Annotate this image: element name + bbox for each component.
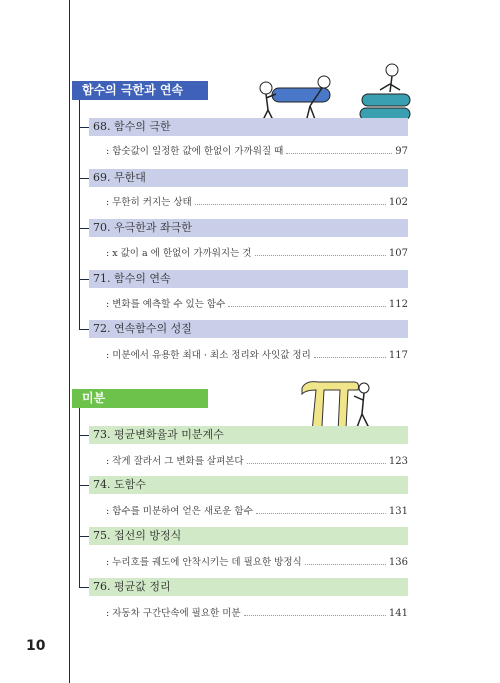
entry-page: 112 bbox=[388, 299, 408, 310]
section-title-differentiation: 미분 bbox=[72, 389, 208, 408]
entry-desc: : 작게 잘라서 그 변화를 살펴본다 bbox=[106, 456, 244, 467]
chapter-75: 75. 접선의 방정식 bbox=[89, 527, 408, 545]
leader-dots bbox=[228, 306, 386, 307]
chapter-69: 69. 무한대 bbox=[89, 169, 408, 187]
leader-dots bbox=[255, 255, 386, 256]
entry-desc: : 자동차 구간단속에 필요한 미분 bbox=[106, 608, 241, 619]
toc-entry-73[interactable] bbox=[106, 453, 408, 467]
tree-trunk-limits bbox=[79, 100, 80, 330]
entry-page: 123 bbox=[388, 456, 408, 467]
leader-dots bbox=[314, 357, 386, 358]
tree-branch bbox=[79, 127, 89, 128]
section-title-limits: 함수의 극한과 연속 bbox=[72, 81, 208, 100]
tree-branch bbox=[79, 279, 89, 280]
tree-branch bbox=[79, 178, 89, 179]
entry-desc: : 미분에서 유용한 최대 · 최소 정리와 사잇값 정리 bbox=[106, 350, 311, 361]
leader-dots bbox=[305, 564, 386, 565]
toc-entry-74[interactable] bbox=[106, 503, 408, 517]
entry-page: 131 bbox=[388, 506, 408, 517]
entry-page: 107 bbox=[388, 248, 408, 259]
entry-page: 117 bbox=[388, 350, 408, 361]
leader-dots bbox=[286, 153, 392, 154]
tree-branch bbox=[79, 228, 89, 229]
leader-dots bbox=[256, 513, 386, 514]
entry-desc: : 변화를 예측할 수 있는 함수 bbox=[106, 299, 226, 310]
tree-branch bbox=[79, 435, 89, 436]
leader-dots bbox=[195, 204, 386, 205]
toc-entry-70[interactable] bbox=[106, 245, 408, 259]
toc-entry-76[interactable] bbox=[106, 605, 408, 619]
toc-entry-68[interactable] bbox=[106, 143, 408, 157]
chapter-73: 73. 평균변화율과 미분계수 bbox=[89, 426, 408, 444]
toc-entry-72[interactable] bbox=[106, 347, 408, 361]
chapter-76: 76. 평균값 정리 bbox=[89, 578, 408, 596]
entry-page: 141 bbox=[388, 608, 408, 619]
tree-branch bbox=[79, 536, 89, 537]
entry-desc: : 무한히 커지는 상태 bbox=[106, 197, 192, 208]
chapter-70: 70. 우극한과 좌극한 bbox=[89, 219, 408, 237]
chapter-74: 74. 도함수 bbox=[89, 476, 408, 494]
entry-desc: : 누리호를 궤도에 안착시키는 데 필요한 방정식 bbox=[106, 557, 302, 568]
tree-branch bbox=[79, 587, 89, 588]
page-number: 10 bbox=[26, 638, 46, 654]
chapter-71: 71. 함수의 연속 bbox=[89, 270, 408, 288]
entry-desc: : 함숫값이 일정한 값에 한없이 가까워질 때 bbox=[106, 146, 284, 157]
tree-branch bbox=[79, 485, 89, 486]
entry-desc: : 함수를 미분하여 얻은 새로운 함수 bbox=[106, 506, 253, 517]
toc-entry-69[interactable] bbox=[106, 194, 408, 208]
chapter-72: 72. 연속함수의 성질 bbox=[89, 320, 408, 338]
entry-page: 136 bbox=[388, 557, 408, 568]
page-margin-line bbox=[69, 0, 70, 683]
entry-page: 97 bbox=[395, 146, 408, 157]
entry-page: 102 bbox=[388, 197, 408, 208]
leader-dots bbox=[247, 463, 386, 464]
toc-entry-71[interactable] bbox=[106, 296, 408, 310]
tree-branch bbox=[79, 329, 89, 330]
chapter-68: 68. 함수의 극한 bbox=[89, 118, 408, 136]
people-carrying-blocks-illustration bbox=[254, 60, 414, 126]
entry-desc: : x 값이 a 에 한없이 가까워지는 것 bbox=[106, 248, 252, 259]
toc-entry-75[interactable] bbox=[106, 554, 408, 568]
leader-dots bbox=[244, 615, 386, 616]
